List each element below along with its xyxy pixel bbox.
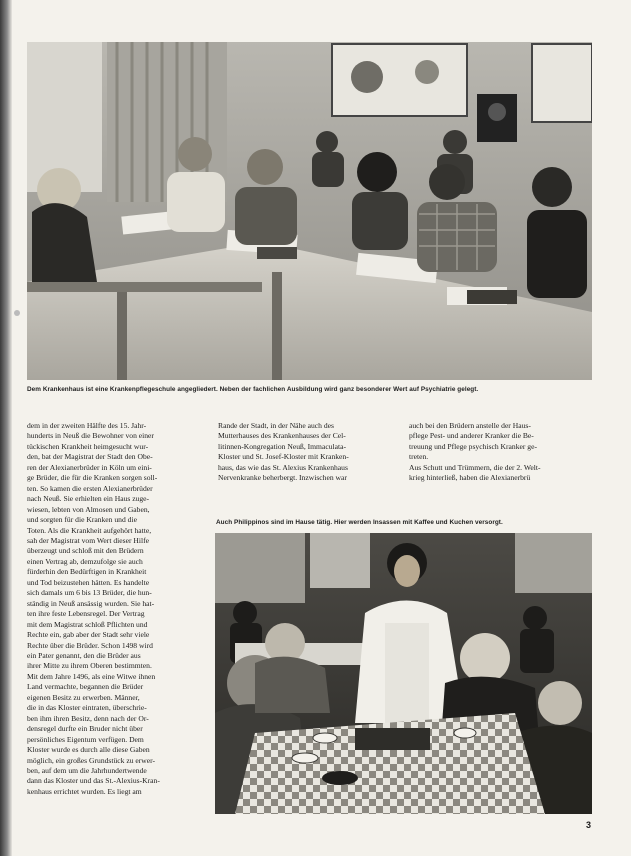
- article-column-middle: [218, 421, 396, 484]
- article-text-line: Rande der Stadt, in der Nähe auch des: [218, 421, 334, 430]
- article-text-line: nach Neuß. Sie erhielten ein Haus zuge-: [27, 494, 150, 504]
- article-text-line: fürderhin den Bedürftigen in Krankheit: [27, 567, 147, 577]
- page-binding-edge: [0, 0, 12, 856]
- article-text-line: Kloster und St. Josef-Kloster mit Kranken-: [218, 452, 349, 462]
- article-text-line: Aus Schutt und Trümmern, die der 2. Welt-: [409, 462, 541, 472]
- classroom-photo-caption: Dem Krankenhaus ist eine Krankenpflegeschule angegliedert. Neben der fachlichen Ausbildung wird ganz besonderer Wert auf Psychiatrie gelegt.: [27, 386, 479, 393]
- article-text-line: sah der Magistrat vom Wert dieser Hilfe: [27, 535, 149, 545]
- article-column-right: [409, 421, 591, 484]
- article-column-left: [27, 421, 207, 797]
- article-text-line: hunderts in Neuß die Bewohner von einer: [27, 431, 154, 441]
- article-text-line: treuung und Pflege psychisch Kranker ge-: [409, 441, 537, 451]
- article-text-line: ren der Alexianerbrüder in Köln um eini-: [27, 462, 152, 472]
- article-text-line: ein Pater genannt, den die Brüder aus: [27, 650, 141, 660]
- article-text-line: und sorgten für die Kranken und die: [27, 515, 137, 525]
- article-text-line: Nervenkranke beherbergt. Inzwischen war: [218, 473, 347, 483]
- article-text-line: krieg hinterließ, haben die Alexianerbrü: [409, 473, 531, 483]
- article-text-line: persönliches Eigentum verfügen. Dem: [27, 734, 144, 744]
- punch-hole: [14, 310, 20, 316]
- article-text-line: einen Vertrag ab, demzufolge sie auch: [27, 556, 143, 566]
- page-number: 3: [585, 820, 591, 830]
- article-text-line: eigenen Besitz zu erwerben. Männer,: [27, 692, 140, 702]
- article-text-line: Toten. Als die Krankheit aufgehört hatte,: [27, 525, 152, 535]
- article-text-line: haus, das wie das St. Alexius Krankenhaus: [218, 462, 348, 472]
- article-text-line: Mutterhauses des Krankenhauses der Cel-: [218, 431, 346, 441]
- article-text-line: tückischen Krankheit heimgesucht wur-: [27, 441, 149, 451]
- article-text-line: pflege Pest- und anderer Kranker die Be-: [409, 431, 534, 441]
- article-text-line: ben, auf dem um die Jahrhundertwende: [27, 765, 147, 775]
- article-text-line: die in das Kloster eintraten, überschrie-: [27, 703, 147, 713]
- article-text-line: den, bat der Magistrat der Stadt den Obe-: [27, 452, 153, 462]
- article-text-line: Land vermachte, begannen die Brüder: [27, 682, 144, 692]
- article-text-line: ständig in Neuß ansässig wurden. Sie hat-: [27, 598, 155, 608]
- article-text-line: möglich, ein großes Grundstück zu erwer-: [27, 755, 156, 765]
- article-text-line: Mit dem Jahre 1496, als eine Witwe ihnen: [27, 671, 156, 681]
- article-text-line: ten. So kamen die ersten Alexianerbrüder: [27, 483, 153, 493]
- article-text-line: ge Brüder, die für die Kranken sorgen soll-: [27, 473, 158, 483]
- article-text-line: densregel durfte ein Bruder nicht über: [27, 724, 143, 734]
- article-text-line: überzeugt und schloß mit den Brüdern: [27, 546, 144, 556]
- article-text-line: Rechte über die Brüder. Schon 1498 wird: [27, 640, 153, 650]
- article-text-line: sich damals um 6 bis 13 Brüder, die hun-: [27, 588, 152, 598]
- article-text-line: kenhaus errichtet wurden. Es liegt am: [27, 786, 142, 796]
- article-text-line: litinnen-Kongregation Neuß, Immaculata-: [218, 441, 346, 451]
- article-text-line: mit dem Magistrat schloß Pflichten und: [27, 619, 148, 629]
- classroom-photo: [27, 42, 592, 380]
- dining-photo-caption: Auch Philippinos sind im Hause tätig. Hier werden Insassen mit Kaffee und Kuchen versorgt.: [216, 519, 503, 526]
- article-text-line: ten ihre feste Lebensregel. Der Vertrag: [27, 609, 145, 619]
- article-text-line: treten.: [409, 452, 429, 462]
- article-text-line: dann das Kloster und das St.-Alexius-Kran-: [27, 776, 160, 786]
- article-text-line: und Tod beizustehen hätten. Es handelte: [27, 577, 150, 587]
- article-text-line: auch bei den Brüdern anstelle der Haus-: [409, 421, 531, 430]
- article-text-line: wiesen, lebten von Almosen und Gaben,: [27, 504, 150, 514]
- article-text-line: dem in der zweiten Hälfte des 15. Jahr-: [27, 421, 147, 430]
- article-text-line: Rechte ein, gab aber der Stadt sehr viele: [27, 630, 150, 640]
- article-text-line: ben ihm ihren Besitz, denn nach der Or-: [27, 713, 149, 723]
- article-text-line: Kloster wurde es durch alle diese Gaben: [27, 745, 150, 755]
- article-text-line: ihrer Mitte zu ihrem Oberen bestimmten.: [27, 661, 152, 671]
- dining-room-photo: [215, 533, 592, 814]
